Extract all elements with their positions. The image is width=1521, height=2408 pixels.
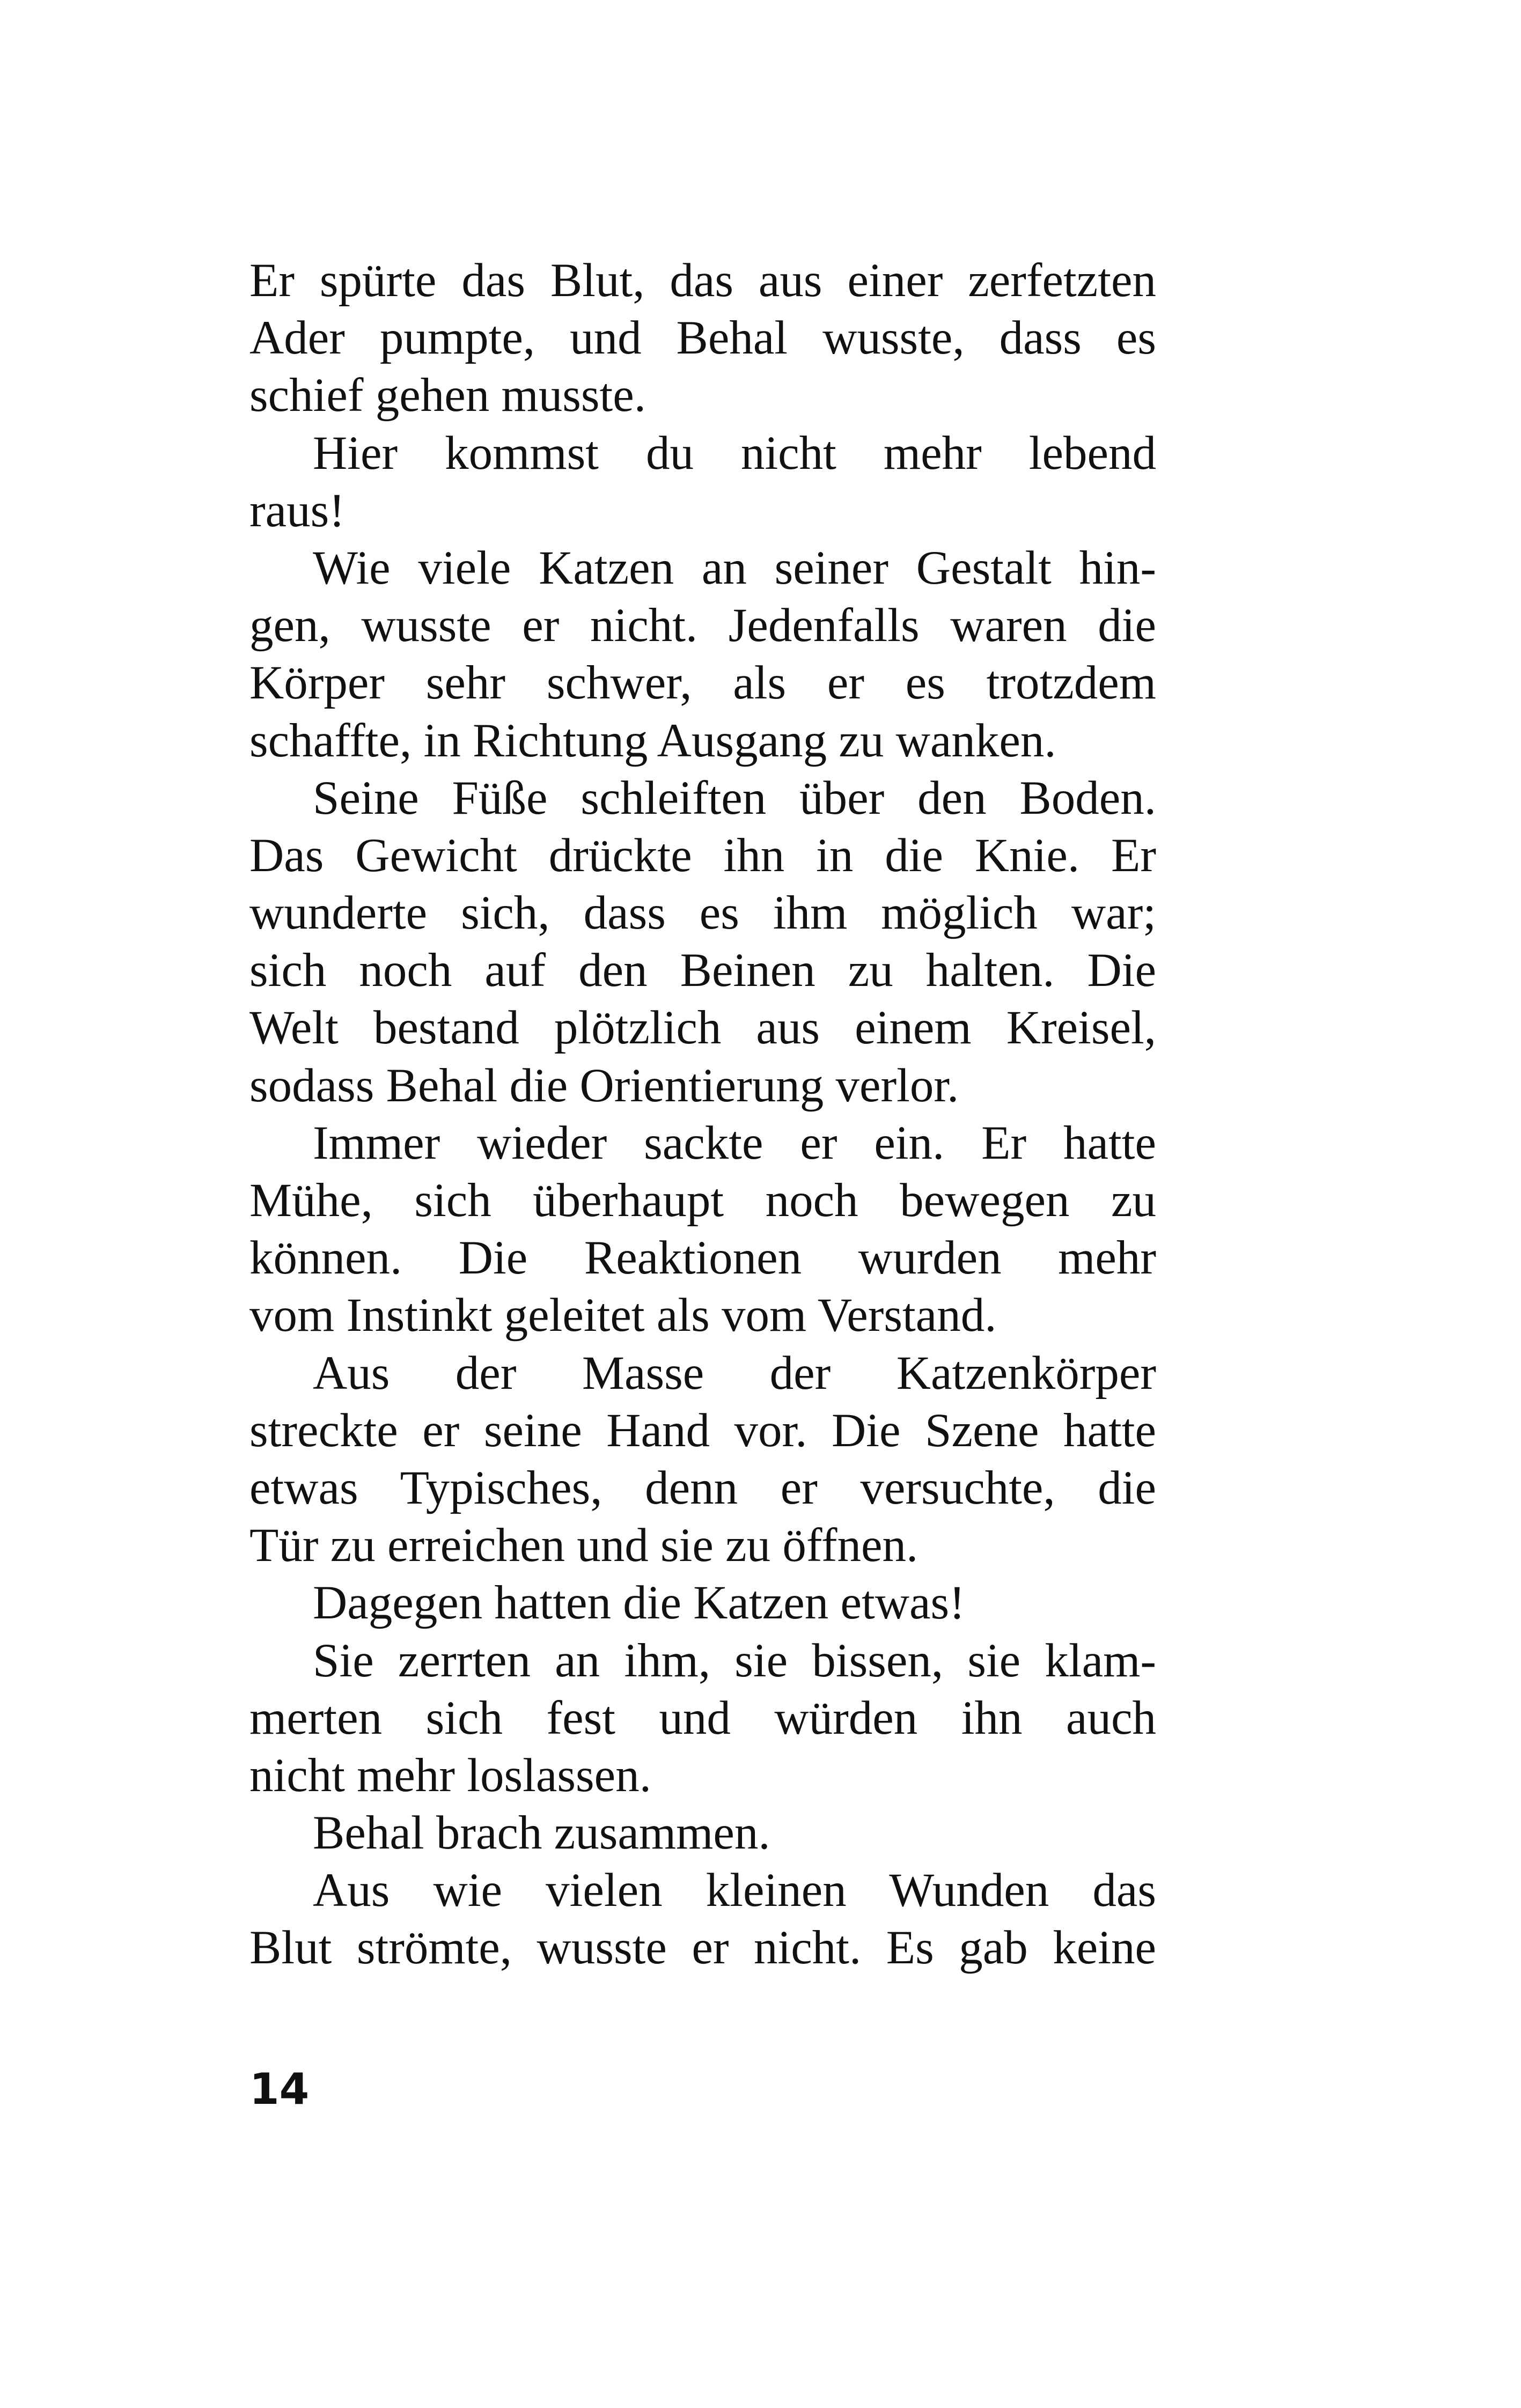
text-line: Hier kommst du nicht mehr lebend (313, 426, 1156, 480)
text-line: merten sich fest und würden ihn auch (249, 1691, 1156, 1744)
text-line: Blut strömte, wusste er nicht. Es gab keine (249, 1921, 1156, 1975)
text-line: gen, wusste er nicht. Jedenfalls waren die (249, 599, 1156, 652)
text-line: streckte er seine Hand vor. Die Szene hatte (249, 1404, 1156, 1457)
text-line: Aus der Masse der Katzenkörper (313, 1346, 1156, 1400)
text-line: Welt bestand plötzlich aus einem Kreisel, (249, 1002, 1156, 1055)
body-text (249, 252, 1156, 1977)
text-line: Wie viele Katzen an seiner Gestalt hin- (313, 541, 1156, 594)
text-line: nicht mehr loslassen. (249, 1749, 651, 1802)
text-line: Behal brach zusammen. (313, 1807, 770, 1860)
text-line: schief gehen musste. (249, 369, 646, 422)
text-line: raus! (249, 484, 345, 537)
text-line: Mühe, sich überhaupt noch bewegen zu (249, 1174, 1156, 1227)
text-line: Immer wieder sackte er ein. Er hatte (313, 1116, 1156, 1169)
text-line: wunderte sich, dass es ihm möglich war; (249, 887, 1156, 940)
text-line: vom Instinkt geleitet als vom Verstand. (249, 1289, 997, 1342)
text-line: schaffte, in Richtung Ausgang zu wanken. (249, 714, 1056, 767)
text-line: Ader pumpte, und Behal wusste, dass es (249, 312, 1156, 365)
text-line: Das Gewicht drückte ihn in die Knie. Er (249, 829, 1156, 882)
text-line: Er spürte das Blut, das aus einer zerfetzten (249, 254, 1156, 307)
text-line: Tür zu erreichen und sie zu öffnen. (249, 1519, 919, 1572)
text-line: Dagegen hatten die Katzen etwas! (313, 1577, 965, 1630)
text-line: Körper sehr schwer, als er es trotzdem (249, 657, 1156, 710)
text-line: sodass Behal die Orientierung verlor. (249, 1059, 959, 1112)
text-line: Aus wie vielen kleinen Wunden das (313, 1864, 1156, 1917)
text-line: etwas Typisches, denn er versuchte, die (249, 1461, 1156, 1514)
page-number: 14 (249, 2064, 310, 2114)
text-line: sich noch auf den Beinen zu halten. Die (249, 944, 1156, 997)
text-line: Seine Füße schleiften über den Boden. (313, 771, 1156, 824)
text-line: Sie zerrten an ihm, sie bissen, sie klam- (313, 1634, 1156, 1687)
text-line: können. Die Reaktionen wurden mehr (249, 1232, 1156, 1285)
